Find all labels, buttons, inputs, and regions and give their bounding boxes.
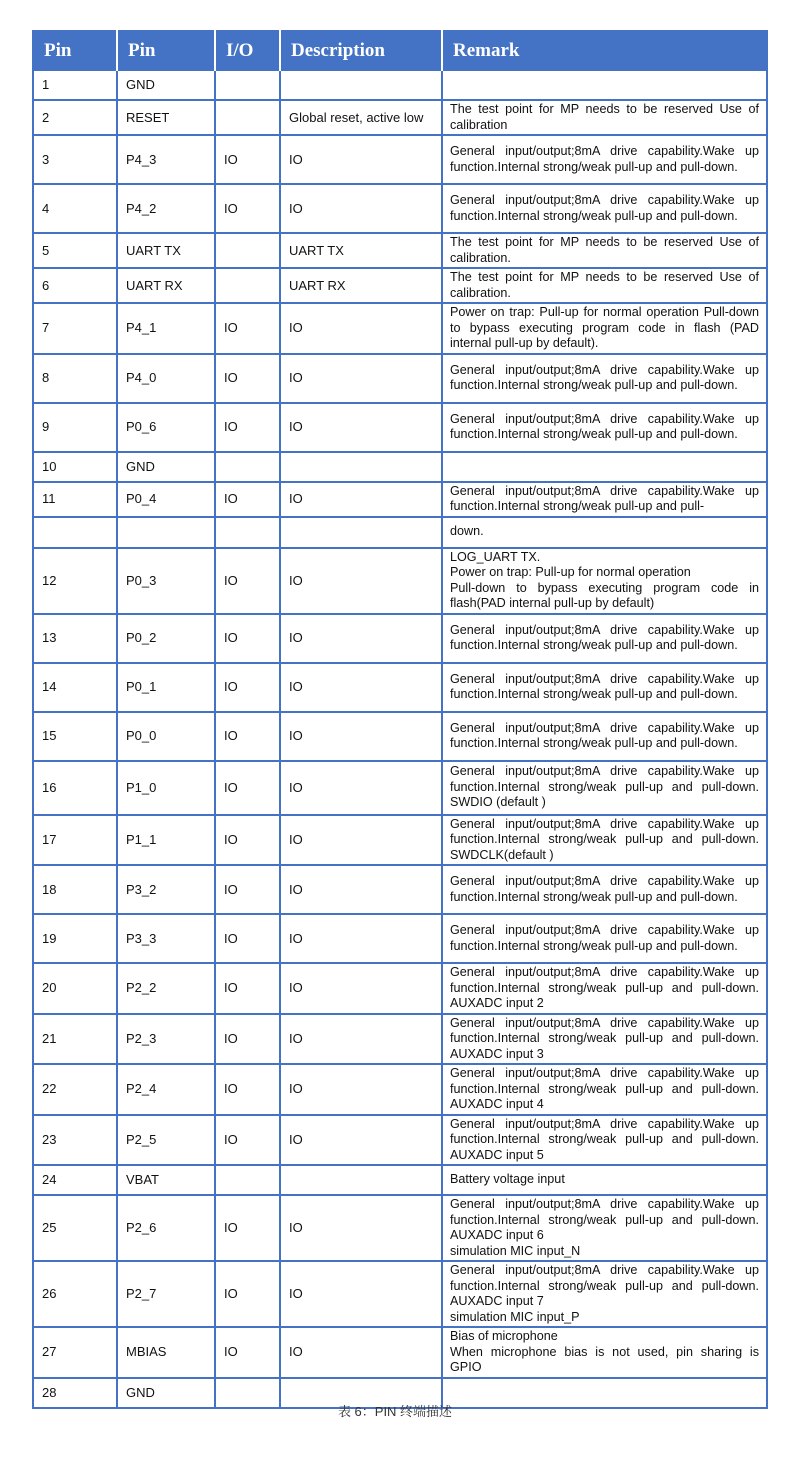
table-row — [33, 1064, 767, 1115]
description-cell — [280, 517, 442, 548]
pin-name-cell: VBAT — [117, 1165, 215, 1195]
io-cell: IO — [215, 354, 280, 403]
table-row — [33, 614, 767, 663]
io-cell: IO — [215, 914, 280, 963]
io-cell: IO — [215, 614, 280, 663]
description-cell: UART TX — [280, 233, 442, 268]
io-cell: IO — [215, 1327, 280, 1378]
table-row — [33, 233, 767, 268]
pin-name-cell: P0_4 — [117, 482, 215, 517]
header-pin-number: Pin — [33, 31, 117, 70]
io-cell — [215, 517, 280, 548]
io-cell — [215, 233, 280, 268]
pin-number-cell: 8 — [33, 354, 117, 403]
table-row — [33, 1327, 767, 1378]
remark-cell: General input/output;8mA drive capability.Wake up function.Internal strong/weak pull-up and pull-down. — [442, 184, 767, 233]
remark-cell: down. — [442, 517, 767, 548]
pin-number-cell: 23 — [33, 1115, 117, 1166]
remark-cell: General input/output;8mA drive capability.Wake up function.Internal strong/weak pull-up and pull-down. — [442, 712, 767, 761]
table-row — [33, 100, 767, 135]
header-description: Description — [280, 31, 442, 70]
header-remark: Remark — [442, 31, 767, 70]
pin-number-cell: 25 — [33, 1195, 117, 1261]
table-row — [33, 963, 767, 1014]
pin-table — [32, 30, 768, 1409]
table-row — [33, 452, 767, 482]
description-cell: IO — [280, 1064, 442, 1115]
table-caption: 表 6：PIN 终端描述 — [337, 1404, 453, 1419]
pin-number-cell: 7 — [33, 303, 117, 354]
header-io: I/O — [215, 31, 280, 70]
pin-number-cell: 18 — [33, 865, 117, 914]
io-cell — [215, 70, 280, 100]
remark-cell: Bias of microphone When microphone bias is not used, pin sharing is GPIO — [442, 1327, 767, 1378]
io-cell — [215, 1165, 280, 1195]
remark-cell: General input/output;8mA drive capability.Wake up function.Internal strong/weak pull-up and pull-down. SWDIO (default ) — [442, 761, 767, 815]
io-cell: IO — [215, 482, 280, 517]
description-cell: IO — [280, 184, 442, 233]
table-row — [33, 70, 767, 100]
pin-name-cell: P2_7 — [117, 1261, 215, 1327]
table-row — [33, 1195, 767, 1261]
io-cell: IO — [215, 963, 280, 1014]
description-cell: Global reset, active low — [280, 100, 442, 135]
pin-name-cell: P2_5 — [117, 1115, 215, 1166]
description-cell: IO — [280, 354, 442, 403]
pin-number-cell: 4 — [33, 184, 117, 233]
table-row — [33, 135, 767, 184]
remark-cell: General input/output;8mA drive capability.Wake up function.Internal strong/weak pull-up and pull-down. AUXADC input 7 simulation MIC input_P — [442, 1261, 767, 1327]
pin-number-cell: 20 — [33, 963, 117, 1014]
pin-name-cell: P1_0 — [117, 761, 215, 815]
pin-number-cell: 27 — [33, 1327, 117, 1378]
pin-name-cell: P2_3 — [117, 1014, 215, 1065]
io-cell: IO — [215, 1014, 280, 1065]
remark-cell: General input/output;8mA drive capability.Wake up function.Internal strong/weak pull-up and pull-down. — [442, 865, 767, 914]
table-row — [33, 761, 767, 815]
description-cell: IO — [280, 963, 442, 1014]
description-cell: IO — [280, 815, 442, 866]
pin-name-cell: UART TX — [117, 233, 215, 268]
io-cell — [215, 452, 280, 482]
description-cell: IO — [280, 1261, 442, 1327]
io-cell: IO — [215, 1115, 280, 1166]
table-row — [33, 184, 767, 233]
table-row — [33, 1014, 767, 1065]
pin-number-cell: 9 — [33, 403, 117, 452]
pin-name-cell: UART RX — [117, 268, 215, 303]
remark-cell: The test point for MP needs to be reserved Use of calibration. — [442, 268, 767, 303]
remark-cell: General input/output;8mA drive capability.Wake up function.Internal strong/weak pull-up and pull-down. — [442, 663, 767, 712]
pin-name-cell: P2_2 — [117, 963, 215, 1014]
pin-name-cell: MBIAS — [117, 1327, 215, 1378]
table-row — [33, 354, 767, 403]
description-cell: IO — [280, 712, 442, 761]
pin-name-cell: GND — [117, 70, 215, 100]
io-cell: IO — [215, 303, 280, 354]
io-cell: IO — [215, 1261, 280, 1327]
io-cell: IO — [215, 1064, 280, 1115]
pin-number-cell: 1 — [33, 70, 117, 100]
pin-name-cell: P0_6 — [117, 403, 215, 452]
remark-cell: General input/output;8mA drive capability.Wake up function.Internal strong/weak pull-up and pull-down. — [442, 354, 767, 403]
pin-number-cell: 3 — [33, 135, 117, 184]
io-cell: IO — [215, 761, 280, 815]
pin-name-cell: P4_1 — [117, 303, 215, 354]
io-cell: IO — [215, 1195, 280, 1261]
remark-cell — [442, 70, 767, 100]
io-cell: IO — [215, 548, 280, 614]
pin-name-cell: P0_0 — [117, 712, 215, 761]
description-cell: IO — [280, 403, 442, 452]
io-cell — [215, 268, 280, 303]
pin-number-cell: 26 — [33, 1261, 117, 1327]
pin-number-cell: 16 — [33, 761, 117, 815]
table-row — [33, 403, 767, 452]
description-cell — [280, 70, 442, 100]
io-cell: IO — [215, 135, 280, 184]
description-cell: IO — [280, 865, 442, 914]
table-row — [33, 303, 767, 354]
pin-name-cell: P4_3 — [117, 135, 215, 184]
remark-cell: Power on trap: Pull-up for normal operation Pull-down to bypass executing program code in flash (PAD internal pull-up by default). — [442, 303, 767, 354]
pin-name-cell: P4_0 — [117, 354, 215, 403]
remark-cell: General input/output;8mA drive capability.Wake up function.Internal strong/weak pull-up and pull- — [442, 482, 767, 517]
description-cell: IO — [280, 1014, 442, 1065]
pin-number-cell: 12 — [33, 548, 117, 614]
description-cell: IO — [280, 548, 442, 614]
table-row — [33, 482, 767, 517]
pin-name-cell: P3_2 — [117, 865, 215, 914]
description-cell: IO — [280, 761, 442, 815]
pin-name-cell: GND — [117, 452, 215, 482]
pin-name-cell: P0_3 — [117, 548, 215, 614]
remark-cell: General input/output;8mA drive capability.Wake up function.Internal strong/weak pull-up and pull-down. AUXADC input 2 — [442, 963, 767, 1014]
table-header-row — [33, 31, 767, 70]
remark-cell: General input/output;8mA drive capability.Wake up function.Internal strong/weak pull-up and pull-down. SWDCLK(default ) — [442, 815, 767, 866]
description-cell: IO — [280, 1195, 442, 1261]
table-row — [33, 548, 767, 614]
io-cell: IO — [215, 865, 280, 914]
pin-number-cell: 21 — [33, 1014, 117, 1065]
description-cell: IO — [280, 663, 442, 712]
remark-cell: General input/output;8mA drive capability.Wake up function.Internal strong/weak pull-up and pull-down. AUXADC input 5 — [442, 1115, 767, 1166]
description-cell: IO — [280, 914, 442, 963]
table-row — [33, 268, 767, 303]
description-cell: UART RX — [280, 268, 442, 303]
pin-number-cell: 17 — [33, 815, 117, 866]
remark-cell: General input/output;8mA drive capability.Wake up function.Internal strong/weak pull-up and pull-down. — [442, 614, 767, 663]
pin-number-cell: 28 — [33, 1378, 117, 1408]
pin-name-cell: P3_3 — [117, 914, 215, 963]
pin-name-cell: P0_2 — [117, 614, 215, 663]
pin-name-cell: P2_4 — [117, 1064, 215, 1115]
table-row — [33, 1261, 767, 1327]
description-cell — [280, 1165, 442, 1195]
remark-cell: The test point for MP needs to be reserved Use of calibration — [442, 100, 767, 135]
remark-cell — [442, 452, 767, 482]
table-row — [33, 517, 767, 548]
description-cell: IO — [280, 1115, 442, 1166]
pin-number-cell: 5 — [33, 233, 117, 268]
remark-cell: General input/output;8mA drive capability.Wake up function.Internal strong/weak pull-up and pull-down. AUXADC input 4 — [442, 1064, 767, 1115]
pin-name-cell: P4_2 — [117, 184, 215, 233]
pin-name-cell: RESET — [117, 100, 215, 135]
pin-number-cell: 22 — [33, 1064, 117, 1115]
remark-cell: The test point for MP needs to be reserved Use of calibration. — [442, 233, 767, 268]
description-cell — [280, 452, 442, 482]
pin-number-cell: 19 — [33, 914, 117, 963]
pin-number-cell: 24 — [33, 1165, 117, 1195]
header-pin-name: Pin — [117, 31, 215, 70]
pin-number-cell: 14 — [33, 663, 117, 712]
pin-name-cell: P2_6 — [117, 1195, 215, 1261]
pin-name-cell: P1_1 — [117, 815, 215, 866]
table-row — [33, 712, 767, 761]
pin-number-cell: 2 — [33, 100, 117, 135]
io-cell: IO — [215, 815, 280, 866]
description-cell: IO — [280, 303, 442, 354]
io-cell — [215, 100, 280, 135]
table-row — [33, 1115, 767, 1166]
pin-name-cell — [117, 517, 215, 548]
table-row — [33, 1165, 767, 1195]
pin-number-cell: 15 — [33, 712, 117, 761]
remark-cell: General input/output;8mA drive capability.Wake up function.Internal strong/weak pull-up and pull-down. AUXADC input 3 — [442, 1014, 767, 1065]
description-cell: IO — [280, 135, 442, 184]
remark-cell: General input/output;8mA drive capability.Wake up function.Internal strong/weak pull-up and pull-down. — [442, 403, 767, 452]
pin-number-cell: 11 — [33, 482, 117, 517]
remark-cell: Battery voltage input — [442, 1165, 767, 1195]
pin-name-cell: GND — [117, 1378, 215, 1408]
table-row — [33, 914, 767, 963]
pin-number-cell — [33, 517, 117, 548]
description-cell: IO — [280, 482, 442, 517]
pin-name-cell: P0_1 — [117, 663, 215, 712]
remark-cell: General input/output;8mA drive capability.Wake up function.Internal strong/weak pull-up and pull-down. AUXADC input 6 simulation MIC input_N — [442, 1195, 767, 1261]
io-cell: IO — [215, 663, 280, 712]
description-cell: IO — [280, 1327, 442, 1378]
io-cell: IO — [215, 184, 280, 233]
io-cell: IO — [215, 403, 280, 452]
remark-cell: LOG_UART TX. Power on trap: Pull-up for normal operation Pull-down to bypass executing program code in flash(PAD internal pull-up by default) — [442, 548, 767, 614]
table-row — [33, 865, 767, 914]
io-cell: IO — [215, 712, 280, 761]
pin-number-cell: 10 — [33, 452, 117, 482]
description-cell: IO — [280, 614, 442, 663]
remark-cell: General input/output;8mA drive capability.Wake up function.Internal strong/weak pull-up and pull-down. — [442, 914, 767, 963]
remark-cell: General input/output;8mA drive capability.Wake up function.Internal strong/weak pull-up and pull-down. — [442, 135, 767, 184]
table-row — [33, 815, 767, 866]
pin-number-cell: 13 — [33, 614, 117, 663]
pin-number-cell: 6 — [33, 268, 117, 303]
table-row — [33, 663, 767, 712]
